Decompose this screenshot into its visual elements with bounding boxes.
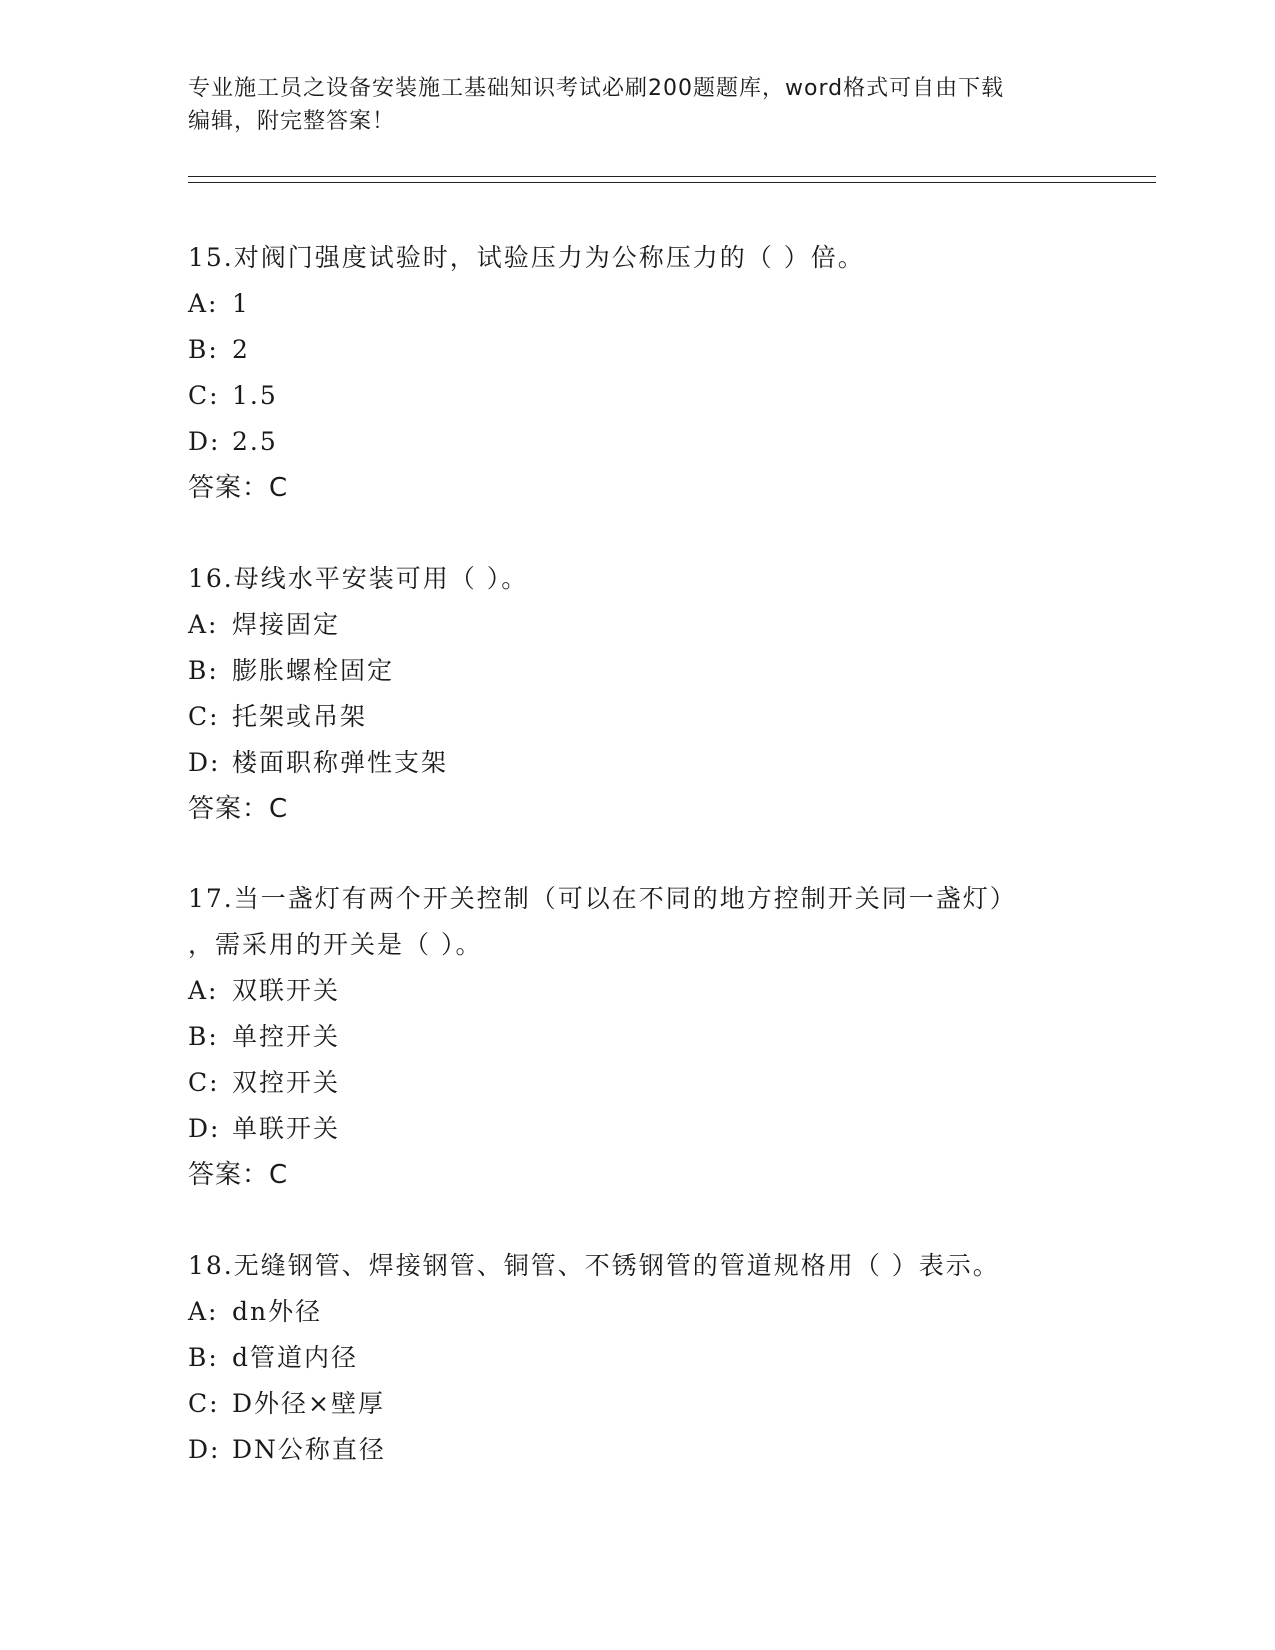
option-b bbox=[188, 327, 1088, 373]
question-stem-line-2: ，需采用的开关是（ ）。 bbox=[188, 930, 483, 959]
option-text: D外径×壁厚 bbox=[232, 1389, 385, 1418]
question-16 bbox=[188, 556, 1088, 832]
question-15 bbox=[188, 235, 1088, 511]
option-letter: B: bbox=[188, 335, 219, 364]
option-letter: C: bbox=[188, 702, 220, 731]
option-a bbox=[188, 968, 1088, 1014]
header-line-1: 专业施工员之设备安装施工基础知识考试必刷200题题库，word格式可自由下载 bbox=[188, 76, 1005, 101]
answer-line: 答案：C bbox=[188, 473, 289, 503]
option-text: DN公称直径 bbox=[232, 1435, 386, 1464]
option-letter: D: bbox=[188, 1114, 221, 1143]
option-c bbox=[188, 694, 1088, 740]
option-letter: A: bbox=[188, 976, 219, 1005]
option-text: 双联开关 bbox=[232, 976, 341, 1005]
option-text: 单控开关 bbox=[232, 1022, 341, 1051]
option-d bbox=[188, 1427, 1088, 1473]
option-letter: B: bbox=[188, 1343, 219, 1372]
document-header bbox=[188, 72, 1088, 138]
option-letter: C: bbox=[188, 1068, 220, 1097]
option-text: 2.5 bbox=[232, 427, 278, 456]
option-text: 双控开关 bbox=[232, 1068, 341, 1097]
option-a bbox=[188, 602, 1088, 648]
option-text: dn外径 bbox=[232, 1297, 323, 1326]
option-text: d管道内径 bbox=[232, 1343, 359, 1372]
option-letter: A: bbox=[188, 610, 219, 639]
option-a bbox=[188, 281, 1088, 327]
option-letter: D: bbox=[188, 427, 221, 456]
option-letter: D: bbox=[188, 748, 221, 777]
option-text: 膨胀螺栓固定 bbox=[232, 656, 395, 685]
option-d bbox=[188, 419, 1088, 465]
header-divider-top bbox=[188, 176, 1156, 177]
option-letter: B: bbox=[188, 1022, 219, 1051]
answer-line: 答案：C bbox=[188, 1160, 289, 1190]
question-18 bbox=[188, 1243, 1088, 1473]
header-divider-bottom bbox=[188, 182, 1156, 183]
option-b bbox=[188, 648, 1088, 694]
option-letter: C: bbox=[188, 381, 220, 410]
option-letter: A: bbox=[188, 289, 219, 318]
header-line-2: 编辑，附完整答案！ bbox=[188, 109, 396, 134]
option-letter: B: bbox=[188, 656, 219, 685]
option-b bbox=[188, 1014, 1088, 1060]
option-text: 托架或吊架 bbox=[232, 702, 368, 731]
option-c bbox=[188, 1060, 1088, 1106]
option-letter: A: bbox=[188, 1297, 219, 1326]
question-stem: 16.母线水平安装可用（ ）。 bbox=[188, 564, 529, 593]
option-a bbox=[188, 1289, 1088, 1335]
option-text: 焊接固定 bbox=[232, 610, 341, 639]
question-stem: 18.无缝钢管、焊接钢管、铜管、不锈钢管的管道规格用（ ）表示。 bbox=[188, 1251, 1000, 1280]
option-letter: D: bbox=[188, 1435, 221, 1464]
option-d bbox=[188, 1106, 1088, 1152]
option-text: 单联开关 bbox=[232, 1114, 341, 1143]
option-text: 1.5 bbox=[232, 381, 278, 410]
answer-line: 答案：C bbox=[188, 794, 289, 824]
option-letter: C: bbox=[188, 1389, 220, 1418]
question-stem-line-1: 17.当一盏灯有两个开关控制（可以在不同的地方控制开关同一盏灯） bbox=[188, 884, 1017, 913]
question-17 bbox=[188, 876, 1088, 1198]
question-stem: 15.对阀门强度试验时，试验压力为公称压力的（ ）倍。 bbox=[188, 243, 865, 272]
option-text: 1 bbox=[232, 289, 250, 318]
option-d bbox=[188, 740, 1088, 786]
option-c bbox=[188, 373, 1088, 419]
option-text: 楼面职称弹性支架 bbox=[232, 748, 449, 777]
option-b bbox=[188, 1335, 1088, 1381]
option-c bbox=[188, 1381, 1088, 1427]
option-text: 2 bbox=[232, 335, 250, 364]
